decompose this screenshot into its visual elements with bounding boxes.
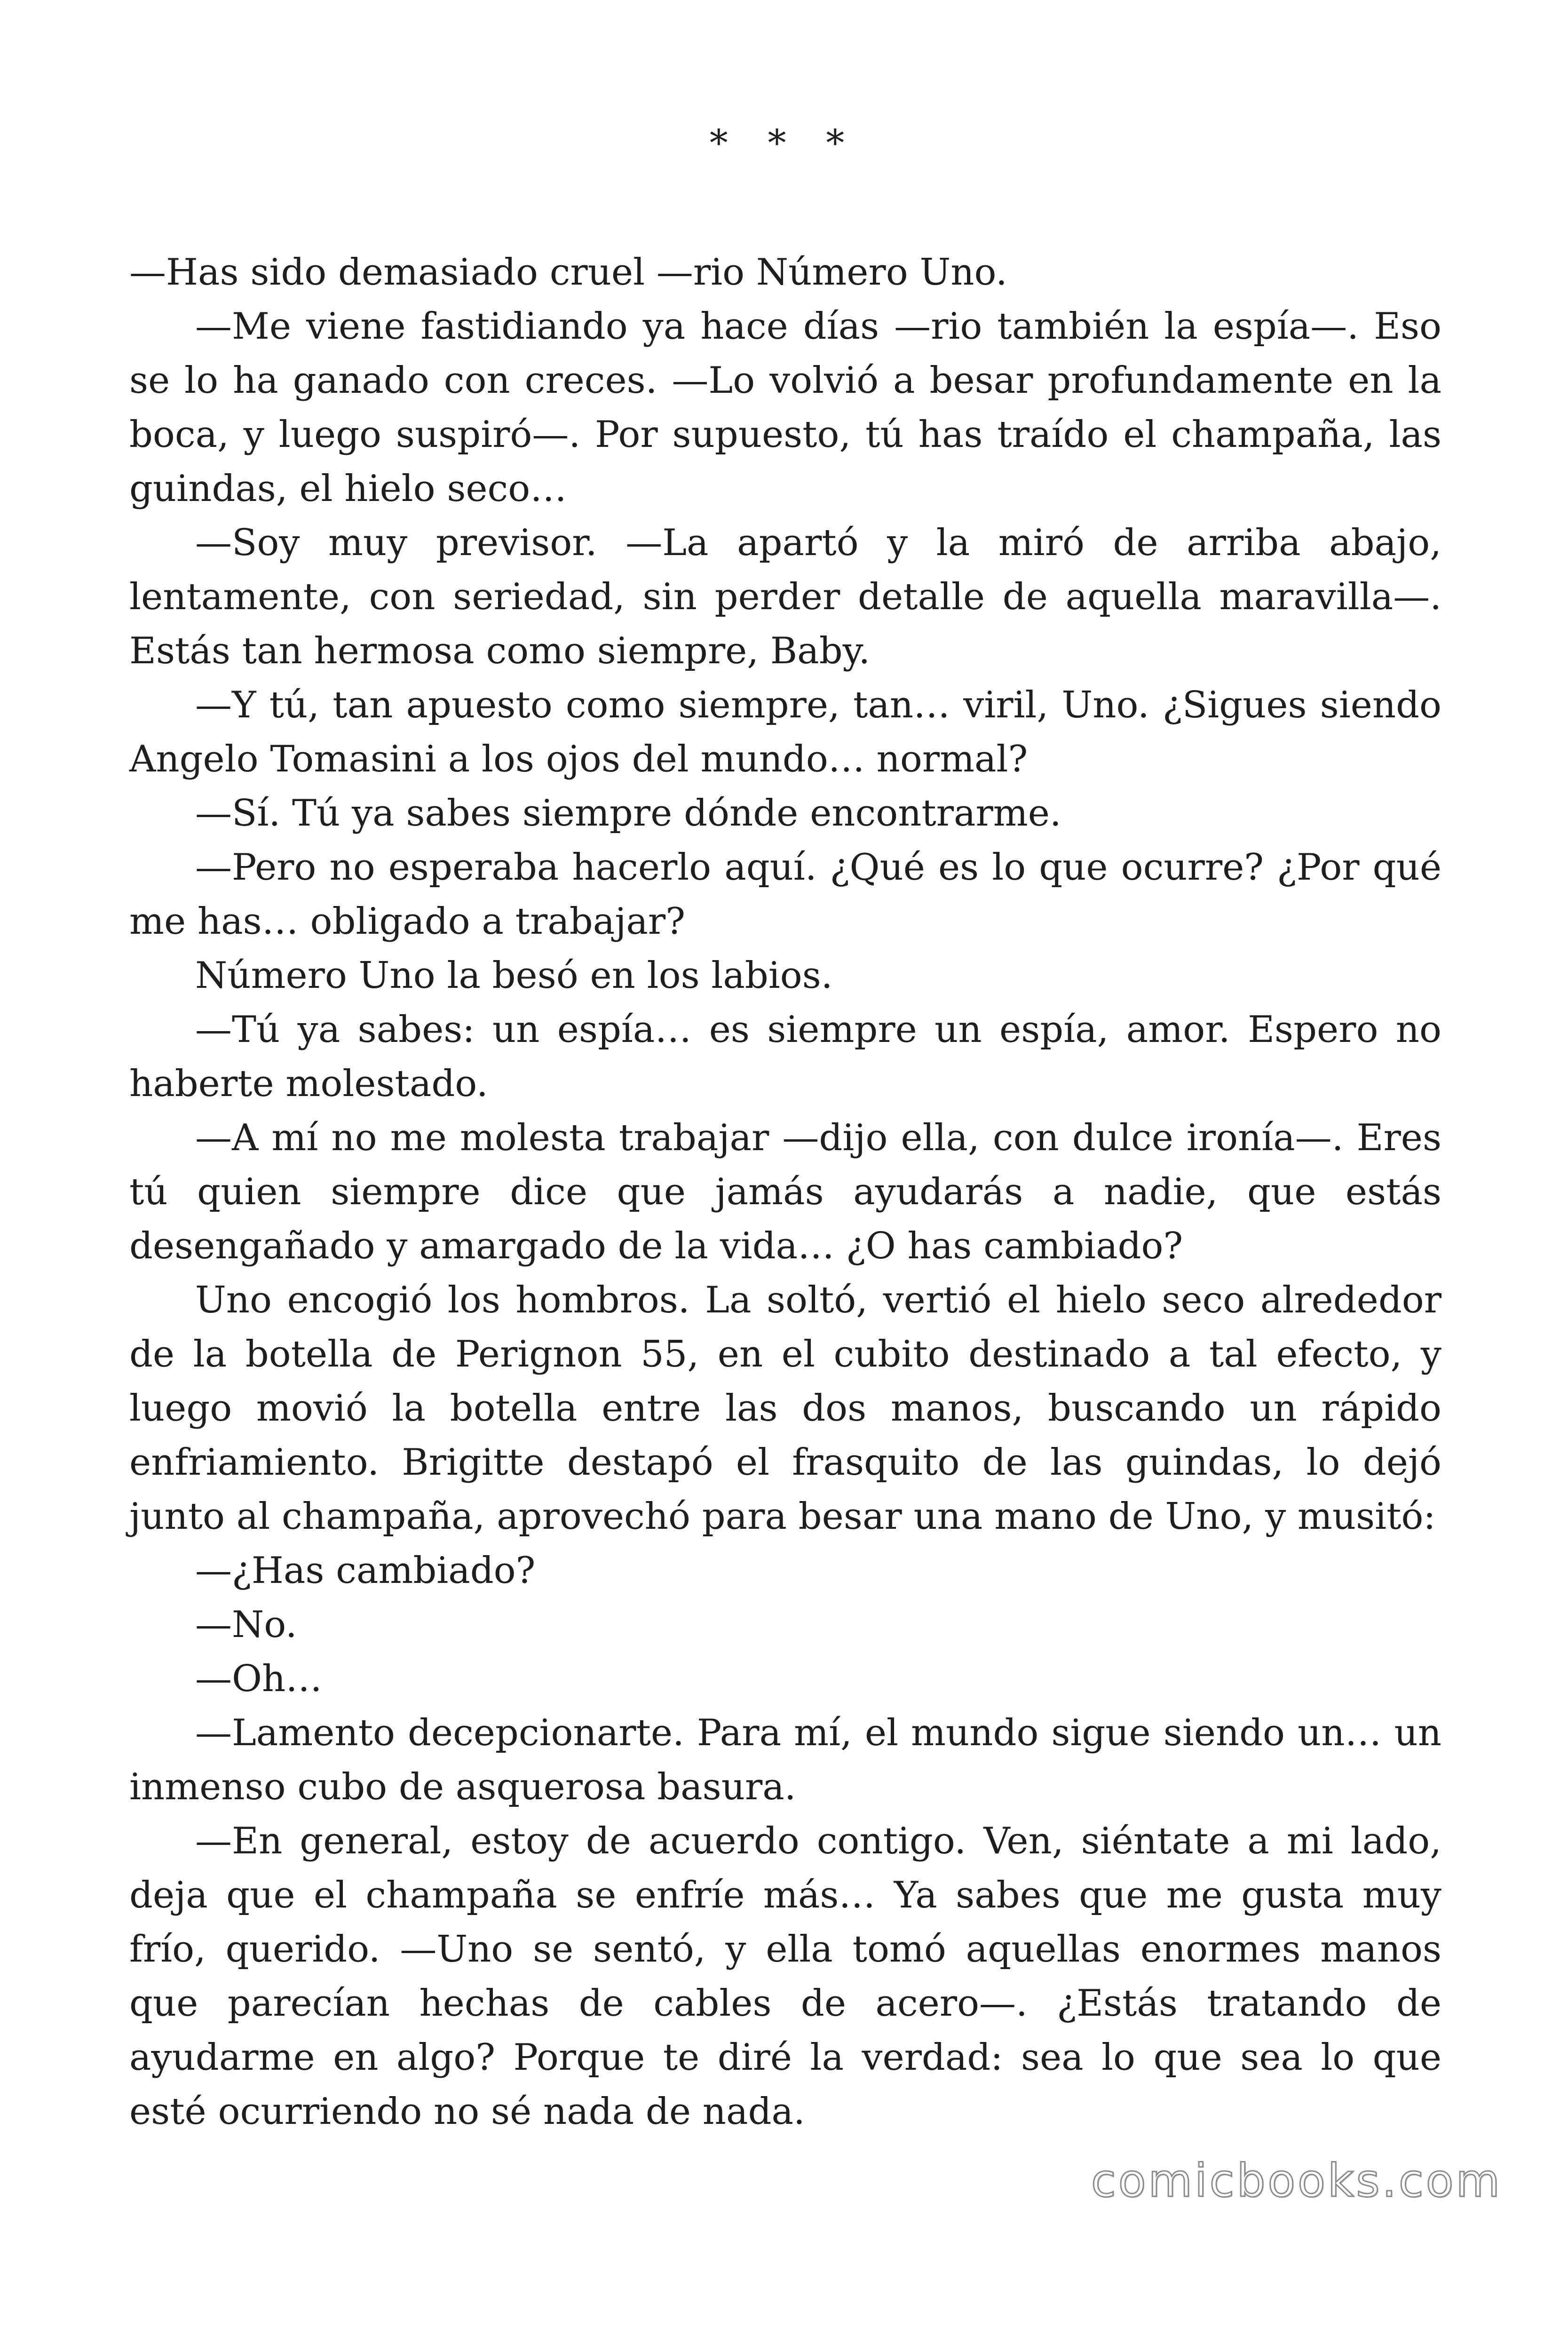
- paragraph: —Oh…: [195, 1658, 323, 1700]
- paragraph: —Lamento decepcionarte. Para mí, el mundo sigue siendo un… un inmenso cubo de asquerosa basura.: [129, 1712, 1441, 1808]
- paragraph: —En general, estoy de acuerdo contigo. Ven, siéntate a mi lado, deja que el champaña se enfríe más… Ya sabes que me gusta muy frío, querido. —Uno se sentó, y ella tomó aquellas enormes manos que parecían hechas de cables de acero—. ¿Estás tratando de ayudarme en algo? Porque te diré la verdad: sea lo que sea lo que esté ocurriendo no sé nada de nada.: [129, 1820, 1441, 2133]
- paragraph: —Soy muy previsor. —La apartó y la miró de arriba abajo, lentamente, con seriedad, sin perder detalle de aquella maravilla—. Estás tan hermosa como siempre, Baby.: [129, 522, 1441, 672]
- section-separator: * * *: [709, 122, 859, 165]
- watermark: comicbooks.com: [1091, 2154, 1502, 2207]
- paragraph: —¿Has cambiado?: [195, 1549, 536, 1592]
- paragraph: —Sí. Tú ya sabes siempre dónde encontrarme.: [195, 792, 1061, 834]
- paragraph: —No.: [195, 1604, 297, 1646]
- paragraph: —A mí no me molesta trabajar —dijo ella, con dulce ironía—. Eres tú quien siempre dice que jamás ayudarás a nadie, que estás desengañado y amargado de la vida… ¿O has cambiado?: [129, 1117, 1441, 1267]
- paragraph: —Me viene fastidiando ya hace días —rio también la espía—. Eso se lo ha ganado con creces. —Lo volvió a besar profundamente en la boca, y luego suspiró—. Por supuesto, tú has traído el champaña, las guindas, el hielo seco…: [129, 305, 1441, 510]
- paragraph: Número Uno la besó en los labios.: [195, 954, 833, 997]
- paragraph: —Pero no esperaba hacerlo aquí. ¿Qué es lo que ocurre? ¿Por qué me has… obligado a trabajar?: [129, 846, 1441, 943]
- paragraph: Uno encogió los hombros. La soltó, vertió el hielo seco alrededor de la botella de Perignon 55, en el cubito destinado a tal efecto, y luego movió la botella entre las dos manos, buscando un rápido enfriamiento. Brigitte destapó el frasquito de las guindas, lo dejó junto al champaña, aprovechó para besar una mano de Uno, y musitó:: [129, 1279, 1441, 1538]
- paragraph: —Y tú, tan apuesto como siempre, tan… viril, Uno. ¿Sigues siendo Angelo Tomasini a los ojos del mundo… normal?: [129, 684, 1441, 780]
- paragraph: —Has sido demasiado cruel —rio Número Uno.: [129, 251, 1007, 294]
- paragraph: —Tú ya sabes: un espía… es siempre un espía, amor. Espero no haberte molestado.: [129, 1009, 1441, 1105]
- text-body: [129, 246, 1441, 2139]
